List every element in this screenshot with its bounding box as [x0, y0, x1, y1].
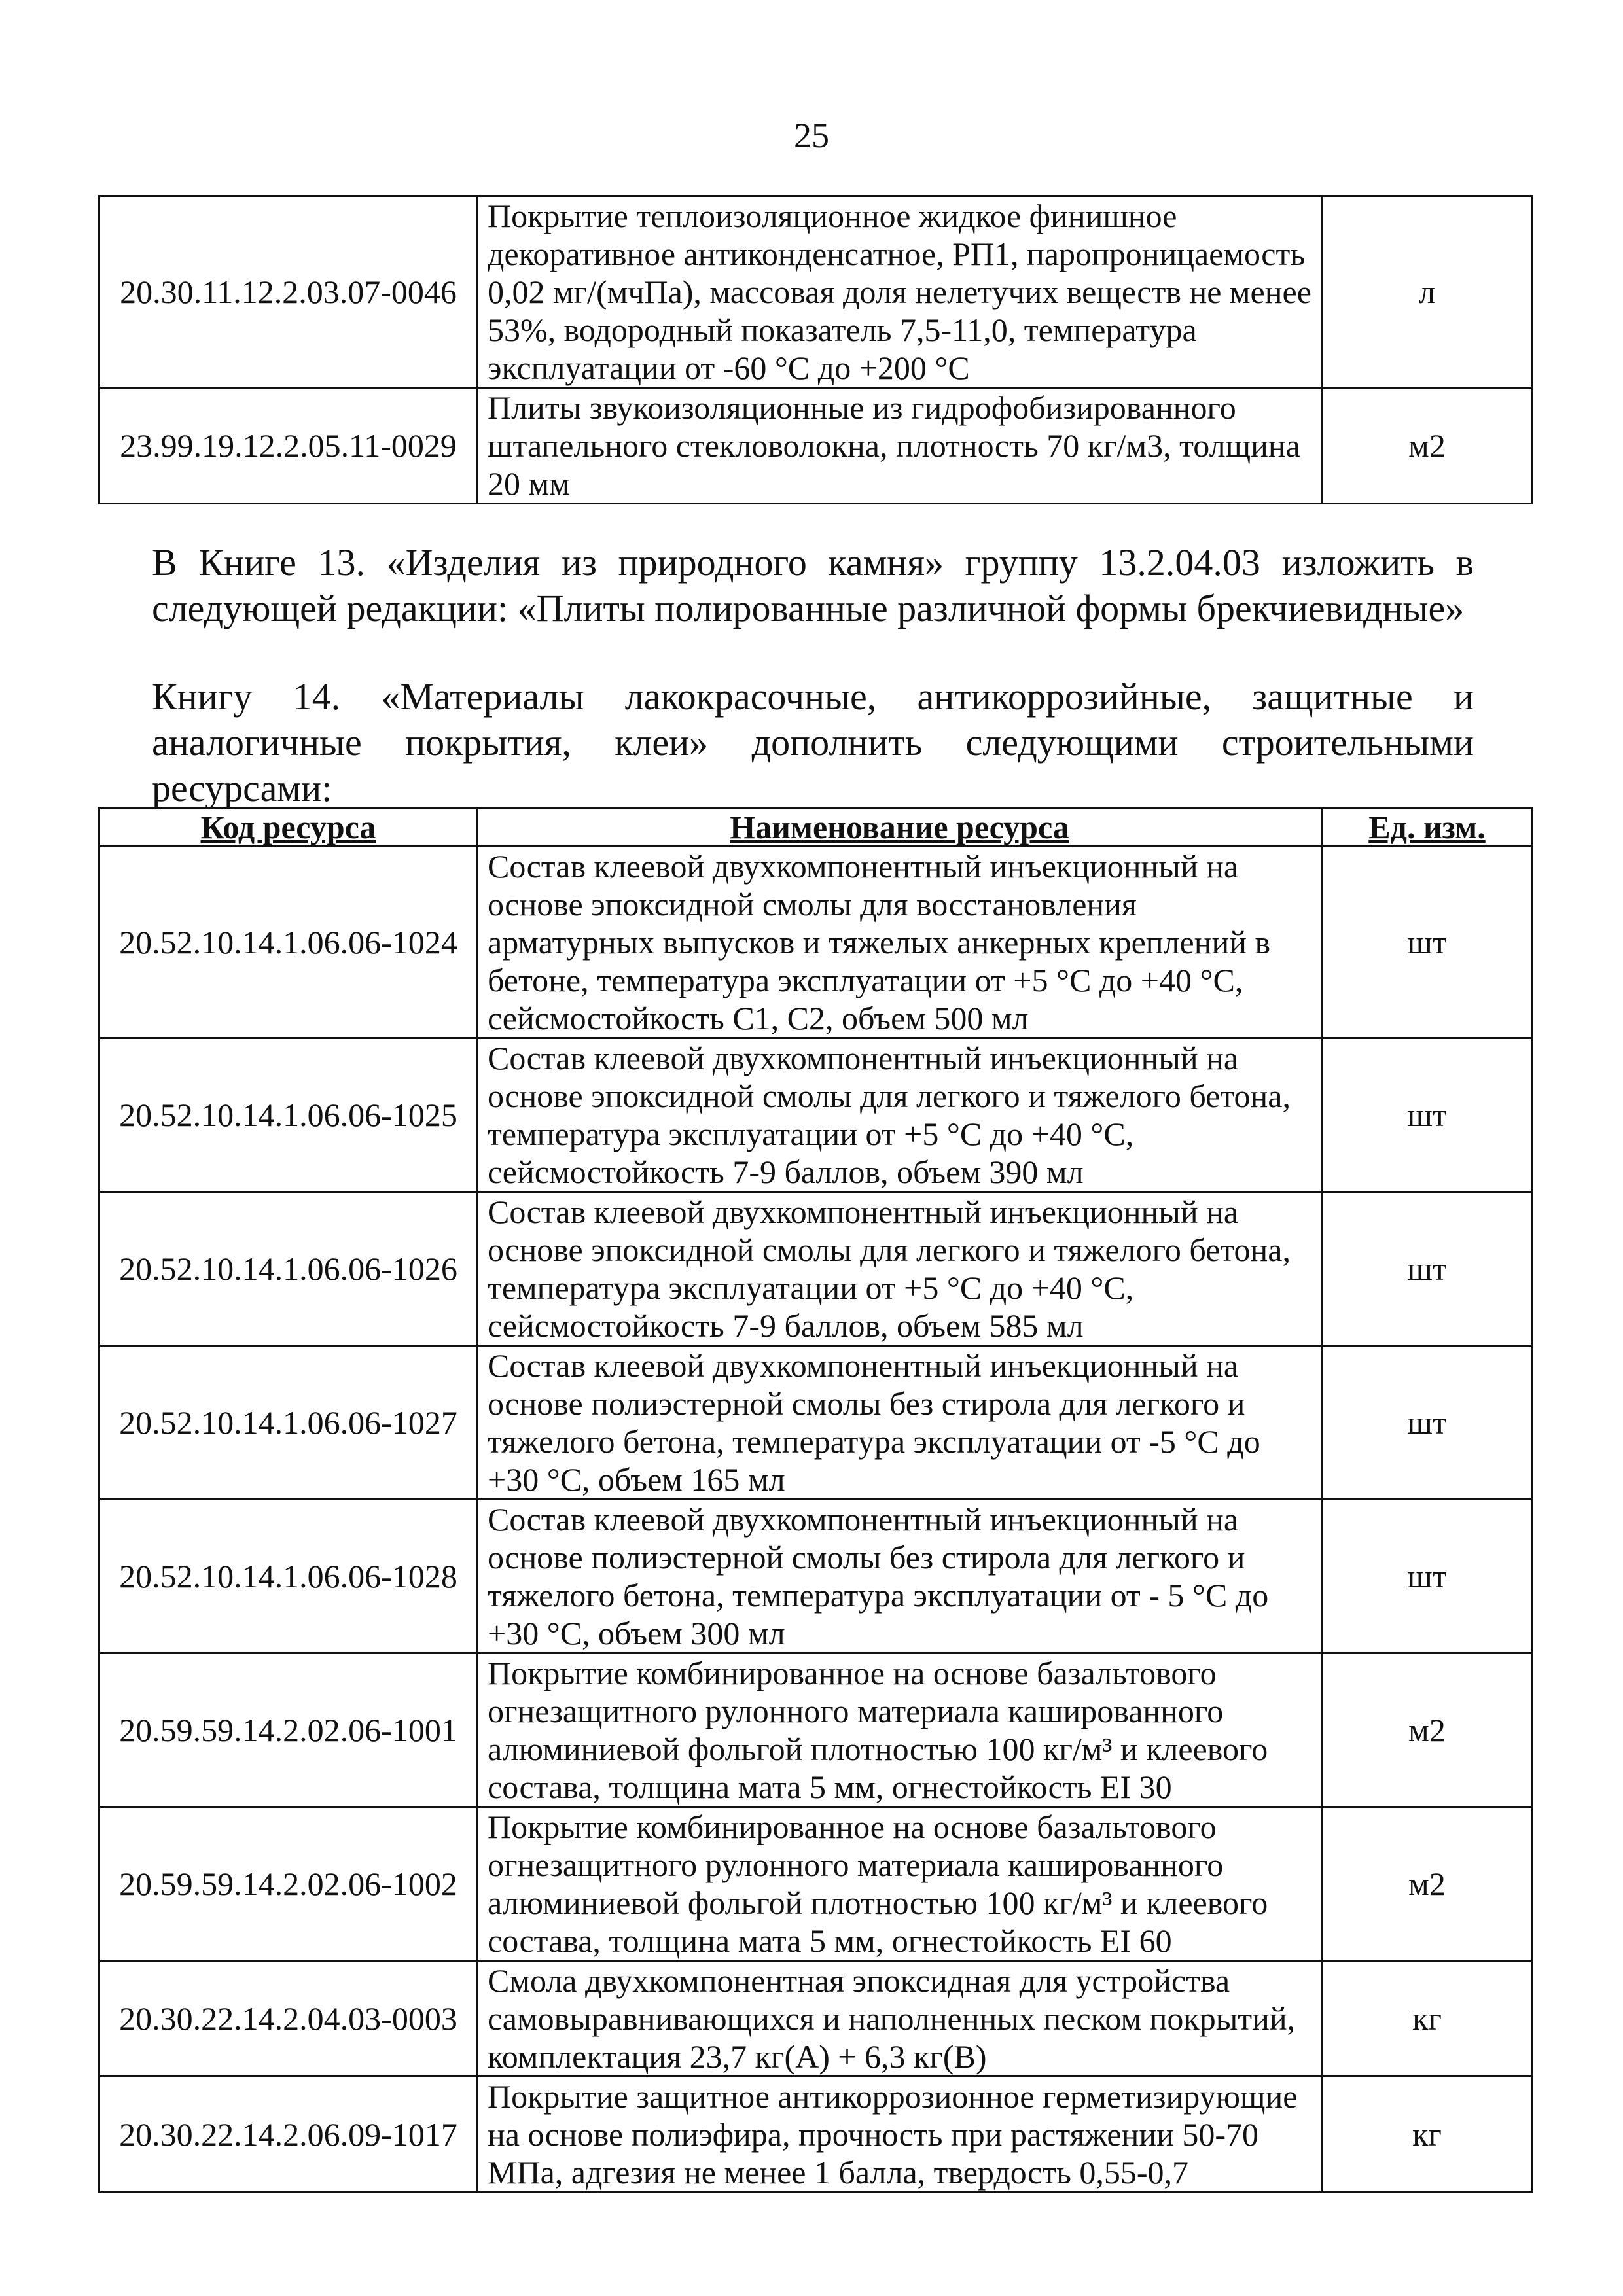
- resource-name: Состав клеевой двухкомпонентный инъекционный на основе эпоксидной смолы для легкого и тяжелого бетона, температура эксплуатации от +5 °С до +40 °С, сейсмостойкость 7-9 баллов, объем 390 мл: [478, 1038, 1322, 1192]
- resource-unit: шт: [1322, 847, 1533, 1038]
- resource-unit: м2: [1322, 388, 1533, 504]
- resource-name: Смола двухкомпонентная эпоксидная для устройства самовыравнивающихся и наполненных песком покрытий, комплектация 23,7 кг(А) + 6,3 кг(В): [478, 1961, 1322, 2077]
- resource-code: 20.52.10.14.1.06.06-1024: [99, 847, 478, 1038]
- resource-unit: шт: [1322, 1038, 1533, 1192]
- resource-code: 20.52.10.14.1.06.06-1027: [99, 1346, 478, 1500]
- resource-name: Состав клеевой двухкомпонентный инъекционный на основе полиэстерной смолы без стирола для легкого и тяжелого бетона, температура эксплуатации от -5 °С до +30 °С, объем 165 мл: [478, 1346, 1322, 1500]
- resource-code: 20.52.10.14.1.06.06-1028: [99, 1500, 478, 1653]
- header-code: Код ресурса: [99, 808, 478, 847]
- resource-name: Покрытие комбинированное на основе базальтового огнезащитного рулонного материала кашированного алюминиевой фольгой плотностью 100 кг/м³ и клеевого состава, толщина мата 5 мм, огнестойкость EI 30: [478, 1653, 1322, 1807]
- paragraph-line: аналогичные покрытия, клеи» дополнить следующими строительными: [152, 721, 1474, 764]
- table-row: [99, 388, 1533, 504]
- table-row: [99, 2077, 1533, 2193]
- resource-unit: шт: [1322, 1346, 1533, 1500]
- header-unit: Ед. изм.: [1322, 808, 1533, 847]
- table-row: [99, 1346, 1533, 1500]
- resource-unit: кг: [1322, 1961, 1533, 2077]
- table-row: [99, 847, 1533, 1038]
- resource-unit: шт: [1322, 1500, 1533, 1653]
- table-row: [99, 196, 1533, 388]
- table-row: [99, 1653, 1533, 1807]
- paragraph-line: В Книге 13. «Изделия из природного камня» группу 13.2.04.03 изложить в: [152, 541, 1474, 584]
- paragraph-book-13: [152, 540, 1474, 631]
- table-header-row: [99, 808, 1533, 847]
- table-row: [99, 1500, 1533, 1653]
- resource-code: 20.30.11.12.2.03.07-0046: [99, 196, 478, 388]
- resource-name: Состав клеевой двухкомпонентный инъекционный на основе полиэстерной смолы без стирола для легкого и тяжелого бетона, температура эксплуатации от - 5 °С до +30 °С, объем 300 мл: [478, 1500, 1322, 1653]
- resource-unit: л: [1322, 196, 1533, 388]
- resource-name: Покрытие теплоизоляционное жидкое финишное декоративное антиконденсатное, РП1, паропроницаемость 0,02 мг/(мчПа), массовая доля нелетучих веществ не менее 53%, водородный показатель 7,5-11,0, температура эксплуатации от -60 °С до +200 °С: [478, 196, 1322, 388]
- resource-unit: шт: [1322, 1192, 1533, 1346]
- resource-name: Состав клеевой двухкомпонентный инъекционный на основе эпоксидной смолы для легкого и тяжелого бетона, температура эксплуатации от +5 °С до +40 °С, сейсмостойкость 7-9 баллов, объем 585 мл: [478, 1192, 1322, 1346]
- header-name: Наименование ресурса: [478, 808, 1322, 847]
- resource-unit: м2: [1322, 1807, 1533, 1961]
- resources-table-continued: [98, 195, 1533, 504]
- resources-table: [98, 807, 1533, 2193]
- table-row: [99, 1807, 1533, 1961]
- resource-code: 20.30.22.14.2.04.03-0003: [99, 1961, 478, 2077]
- resource-name: Покрытие защитное антикоррозионное герметизирующие на основе полиэфира, прочность при растяжении 50-70 МПа, адгезия не менее 1 балла, твердость 0,55-0,7: [478, 2077, 1322, 2193]
- paragraph-book-14: [152, 674, 1474, 811]
- paragraph-line: следующей редакции: «Плиты полированные различной формы брекчиевидные»: [152, 587, 1465, 629]
- page-number: 25: [794, 116, 829, 155]
- resource-code: 20.52.10.14.1.06.06-1025: [99, 1038, 478, 1192]
- resource-code: 20.52.10.14.1.06.06-1026: [99, 1192, 478, 1346]
- resource-code: 20.30.22.14.2.06.09-1017: [99, 2077, 478, 2193]
- resource-unit: кг: [1322, 2077, 1533, 2193]
- table-row: [99, 1961, 1533, 2077]
- resource-name: Плиты звукоизоляционные из гидрофобизированного штапельного стекловолокна, плотность 70 кг/м3, толщина 20 мм: [478, 388, 1322, 504]
- resource-name: Состав клеевой двухкомпонентный инъекционный на основе эпоксидной смолы для восстановления арматурных выпусков и тяжелых анкерных креплений в бетоне, температура эксплуатации от +5 °С до +40 °С, сейсмостойкость С1, С2, объем 500 мл: [478, 847, 1322, 1038]
- resource-unit: м2: [1322, 1653, 1533, 1807]
- paragraph-line: Книгу 14. «Материалы лакокрасочные, антикоррозийные, защитные и: [152, 675, 1474, 718]
- resource-code: 20.59.59.14.2.02.06-1002: [99, 1807, 478, 1961]
- resource-code: 23.99.19.12.2.05.11-0029: [99, 388, 478, 504]
- paragraph-line: ресурсами:: [152, 767, 332, 809]
- table-row: [99, 1192, 1533, 1346]
- table-row: [99, 1038, 1533, 1192]
- resource-name: Покрытие комбинированное на основе базальтового огнезащитного рулонного материала кашированного алюминиевой фольгой плотностью 100 кг/м³ и клеевого состава, толщина мата 5 мм, огнестойкость EI 60: [478, 1807, 1322, 1961]
- resource-code: 20.59.59.14.2.02.06-1001: [99, 1653, 478, 1807]
